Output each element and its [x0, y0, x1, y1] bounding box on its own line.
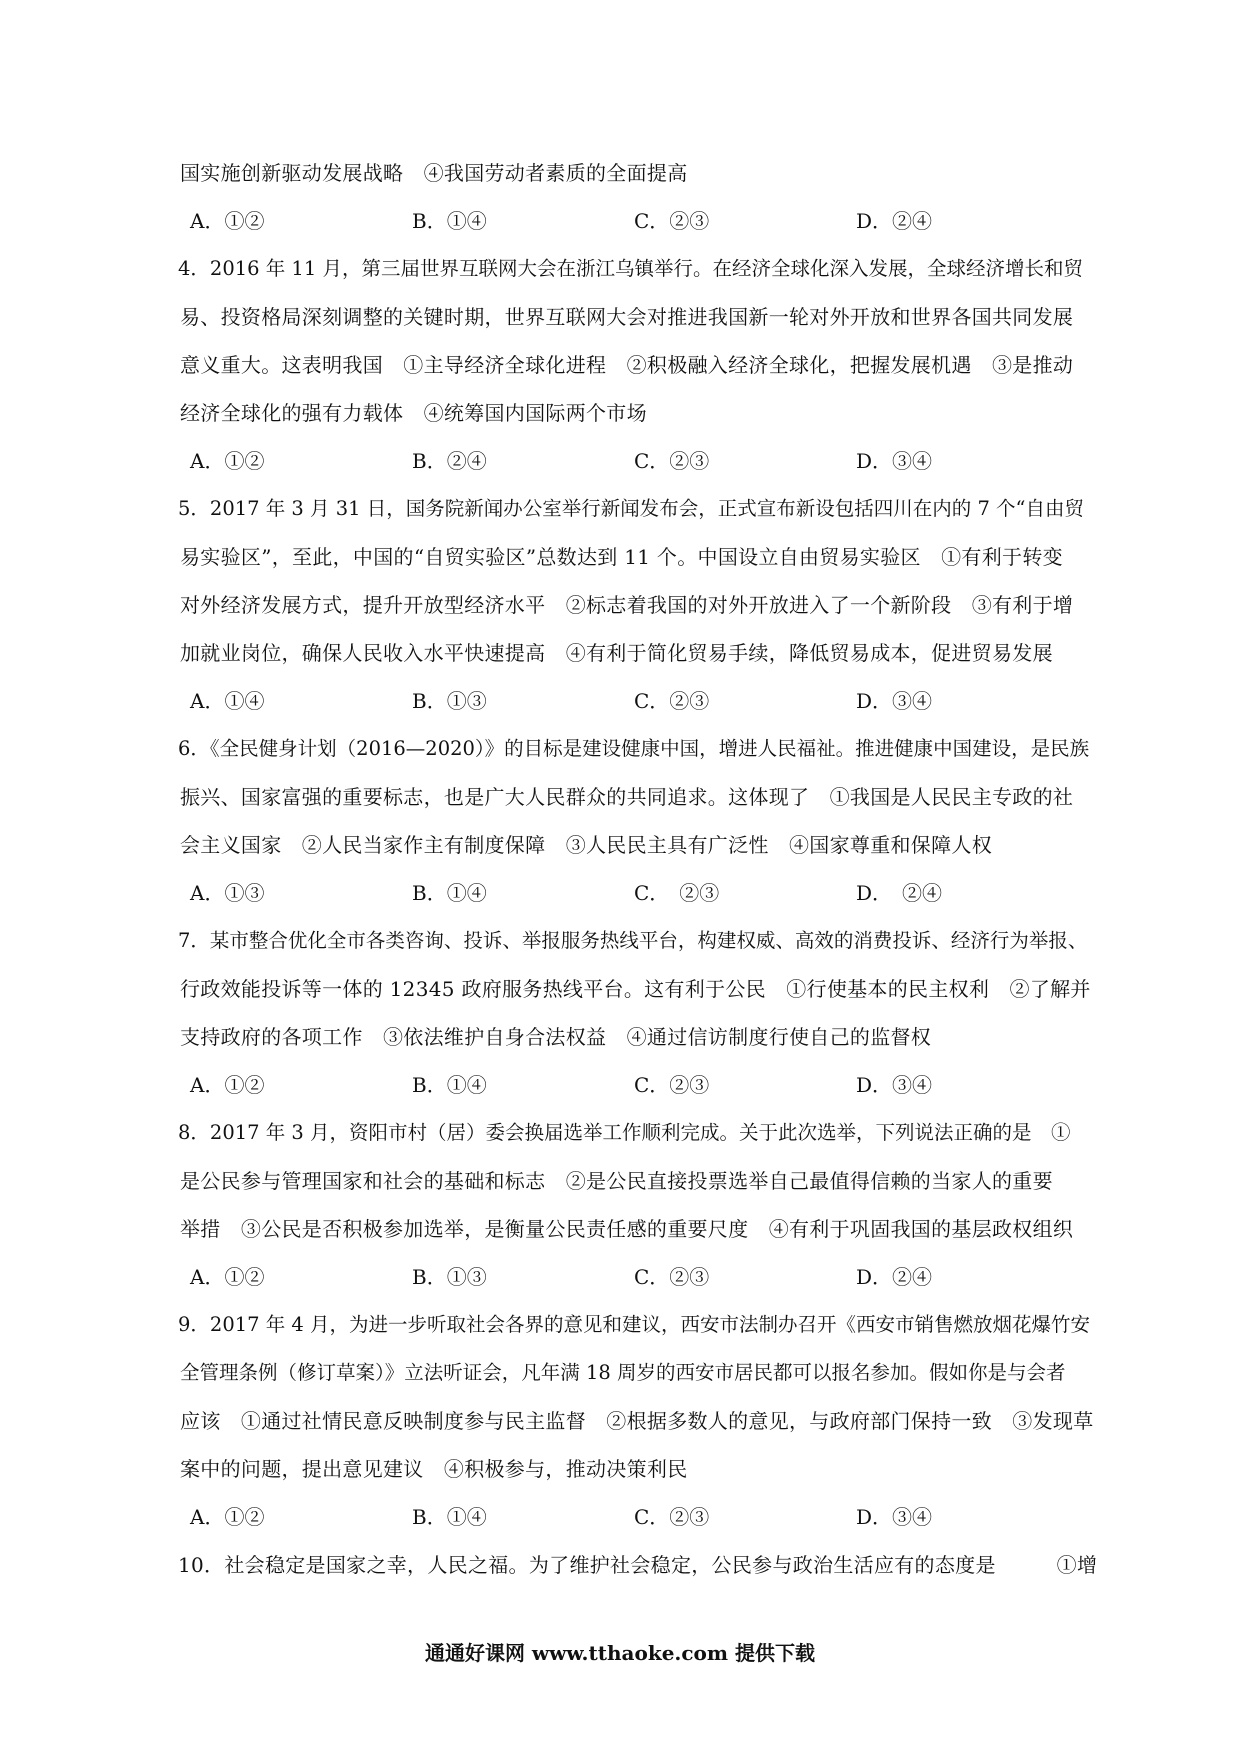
- question-line: 4．2016 年 11 月，第三届世界互联网大会在浙江乌镇举行。在经济全球化深入发展，全球经济增长和贸: [178, 257, 1083, 280]
- option-a: A．①③: [190, 881, 265, 905]
- option-d: D．③④: [856, 689, 933, 713]
- question-line: 对外经济发展方式，提升开放型经济水平 ②标志着我国的对外开放进入了一个新阶段 ③有利于增: [180, 593, 1074, 617]
- question-4-options: [190, 448, 1090, 474]
- option-b: B．①④: [412, 209, 487, 233]
- option-d: D．③④: [856, 1505, 933, 1529]
- question-line: 7．某市整合优化全市各类咨询、投诉、举报服务热线平台，构建权威、高效的消费投诉、经济行为举报、: [178, 929, 1088, 952]
- question-line: 易、投资格局深刻调整的关键时期，世界互联网大会对推进我国新一轮对外开放和世界各国共同发展: [180, 305, 1074, 329]
- option-c: C．②③: [634, 449, 710, 473]
- question-line: 支持政府的各项工作 ③依法维护自身合法权益 ④通过信访制度行使自己的监督权: [180, 1025, 932, 1049]
- option-a: A．①②: [190, 1265, 265, 1289]
- option-c: C．②③: [634, 689, 710, 713]
- option-d: D．②④: [856, 209, 933, 233]
- option-c: C．②③: [634, 1265, 710, 1289]
- question-5-options: [190, 688, 1090, 714]
- question-line: 9．2017 年 4 月，为进一步听取社会各界的意见和建议，西安市法制办召开《西安市销售燃放烟花爆竹安: [178, 1313, 1091, 1336]
- option-b: B．①④: [412, 1073, 487, 1097]
- question-6-options: [190, 880, 1090, 906]
- option-b: B．①④: [412, 1505, 487, 1529]
- question-line: 加就业岗位，确保人民收入水平快速提高 ④有利于简化贸易手续，降低贸易成本，促进贸易发展: [180, 641, 1053, 665]
- question-9-options: [190, 1504, 1090, 1530]
- option-b: B．②④: [412, 449, 487, 473]
- option-b: B．①③: [412, 689, 487, 713]
- question-line: 经济全球化的强有力载体 ④统筹国内国际两个市场: [180, 401, 647, 425]
- option-c: C．②③: [634, 209, 710, 233]
- option-d: D．②④: [856, 1265, 933, 1289]
- question-line: 易实验区”，至此，中国的“自贸实验区”总数达到 11 个。中国设立自由贸易实验区 ①有利于转变: [180, 545, 1063, 569]
- option-a: A．①④: [190, 689, 265, 713]
- option-a: A．①②: [190, 449, 265, 473]
- option-b: B．①④: [412, 881, 487, 905]
- option-a: A．①②: [190, 1505, 265, 1529]
- option-d: D．③④: [856, 449, 933, 473]
- option-a: A．①②: [190, 209, 265, 233]
- question-line: 行政效能投诉等一体的 12345 政府服务热线平台。这有利于公民 ①行使基本的民主权利 ②了解并: [180, 977, 1091, 1001]
- option-a: A．①②: [190, 1073, 265, 1097]
- option-c: C．②③: [634, 1073, 710, 1097]
- page-footer: 通通好课网 www.tthaoke.com 提供下载: [424, 1641, 816, 1665]
- question-line: 会主义国家 ②人民当家作主有制度保障 ③人民民主具有广泛性 ④国家尊重和保障人权: [180, 833, 992, 857]
- question-line: 6．《全民健身计划（2016—2020）》的目标是建设健康中国，增进人民福祉。推进健康中国建设，是民族: [178, 737, 1090, 760]
- question-line: 举措 ③公民是否积极参加选举，是衡量公民责任感的重要尺度 ④有利于巩固我国的基层政权组织: [180, 1217, 1074, 1241]
- question-8-options: [190, 1264, 1090, 1290]
- question-7-options: [190, 1072, 1090, 1098]
- question-line: 是公民参与管理国家和社会的基础和标志 ②是公民直接投票选举自己最值得信赖的当家人的重要: [180, 1169, 1053, 1193]
- question-10-line: 10．社会稳定是国家之幸，人民之福。为了维护社会稳定，公民参与政治生活应有的态度是 ①增: [178, 1553, 1098, 1577]
- question-line: 振兴、国家富强的重要标志，也是广大人民群众的共同追求。这体现了 ①我国是人民民主专政的社: [180, 785, 1074, 809]
- question-3-options: [190, 208, 1090, 234]
- question-3-continuation: 国实施创新驱动发展战略 ④我国劳动者素质的全面提高: [180, 161, 688, 185]
- option-b: B．①③: [412, 1265, 487, 1289]
- option-c: C．②③: [634, 1505, 710, 1529]
- question-line: 案中的问题，提出意见建议 ④积极参与，推动决策利民: [180, 1457, 688, 1481]
- option-c: C． ②③: [634, 881, 720, 905]
- question-line: 全管理条例（修订草案）》立法听证会，凡年满 18 周岁的西安市居民都可以报名参加。假如你是与会者: [180, 1361, 1066, 1384]
- option-d: D． ②④: [856, 881, 943, 905]
- question-line: 8．2017 年 3 月，资阳市村（居）委会换届选举工作顺利完成。关于此次选举，下列说法正确的是 ①: [178, 1121, 1071, 1144]
- option-d: D．③④: [856, 1073, 933, 1097]
- question-line: 意义重大。这表明我国 ①主导经济全球化进程 ②积极融入经济全球化，把握发展机遇 ③是推动: [180, 353, 1074, 377]
- question-line: 应该 ①通过社情民意反映制度参与民主监督 ②根据多数人的意见，与政府部门保持一致 ③发现草: [180, 1409, 1094, 1433]
- question-line: 5．2017 年 3 月 31 日，国务院新闻办公室举行新闻发布会，正式宣布新设包括四川在内的 7 个“自由贸: [178, 497, 1085, 520]
